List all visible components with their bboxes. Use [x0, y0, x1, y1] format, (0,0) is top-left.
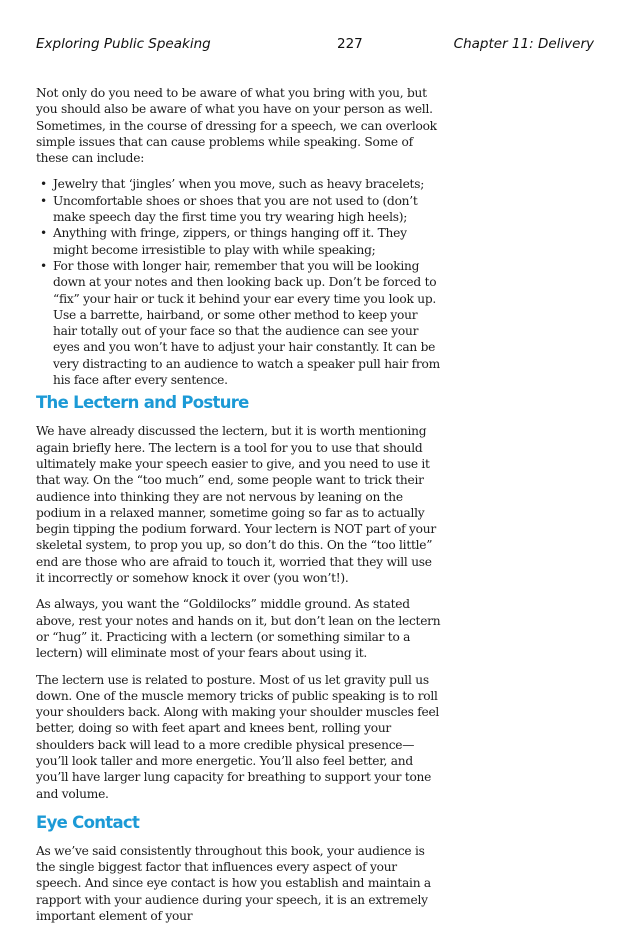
- page-number: 227: [337, 36, 363, 52]
- section-heading-eye-contact: Eye Contact: [36, 812, 140, 832]
- list-item: • Jewelry that ‘jingles’ when you move, such as heavy bracelets;: [53, 176, 443, 192]
- clothing-issues-list: [36, 176, 443, 388]
- body-paragraph: As always, you want the “Goldilocks” middle ground. As stated above, rest your notes and hands on it, but don’t lean on the lectern or “hug” it. Practicing with a lectern (or something similar to a lectern) will eliminate most of your fears about using it.: [36, 597, 441, 661]
- book-title: Exploring Public Speaking: [36, 36, 211, 52]
- chapter-title: Chapter 11: Delivery: [453, 36, 594, 52]
- running-header: [36, 36, 594, 54]
- page-body: [36, 85, 443, 934]
- list-item: • Anything with fringe, zippers, or things hanging off it. They might become irresistible to play with while speaking;: [53, 225, 443, 258]
- list-item: • Uncomfortable shoes or shoes that you are not used to (don’t make speech day the first time you try wearing high heels);: [53, 193, 443, 226]
- list-item: • For those with longer hair, remember that you will be looking down at your notes and then looking back up. Don’t be forced to “fix” your hair or tuck it behind your ear every time you look up. Use a barrette, hairband, or some other method to keep your hair totally out of your face so that the audience can see your eyes and you won’t have to adjust your hair constantly. It can be very distracting to an audience to watch a speaker pull hair from his face after every sentence.: [53, 258, 443, 388]
- body-paragraph: We have already discussed the lectern, but it is worth mentioning again briefly here. The lectern is a tool for you to use that should ultimately make your speech easier to give, and you need to use it that way. On the “too much” end, some people want to trick their audience into thinking they are not nervous by leaning on the podium in a relaxed manner, sometime going so far as to actually begin tipping the podium forward. Your lectern is NOT part of your skeletal system, to prop you up, so don’t do this. On the “too little” end are those who are afraid to touch it, worried that they will use it incorrectly or somehow knock it over (you won’t!).: [36, 424, 436, 586]
- body-paragraph: The lectern use is related to posture. Most of us let gravity pull us down. One of the muscle memory tricks of public speaking is to roll your shoulders back. Along with making your shoulder muscles feel better, doing so with feet apart and knees bent, rolling your shoulders back will lead to a more credible physical presence—you’ll look taller and more energetic. You’ll also feel better, and you’ll have larger lung capacity for breathing to support your tone and volume.: [36, 672, 440, 801]
- body-paragraph: As we’ve said consistently throughout this book, your audience is the single biggest factor that influences every aspect of your speech. And since eye contact is how you establish and maintain a rapport with your audience during your speech, it is an extremely important element of your: [36, 843, 431, 924]
- section-heading-lectern: The Lectern and Posture: [36, 393, 249, 413]
- intro-paragraph: Not only do you need to be aware of what you bring with you, but you should also be aware of what you have on your person as well. Sometimes, in the course of dressing for a speech, we can overlook simple issues that can cause problems while speaking. Some of these can include:: [36, 86, 437, 166]
